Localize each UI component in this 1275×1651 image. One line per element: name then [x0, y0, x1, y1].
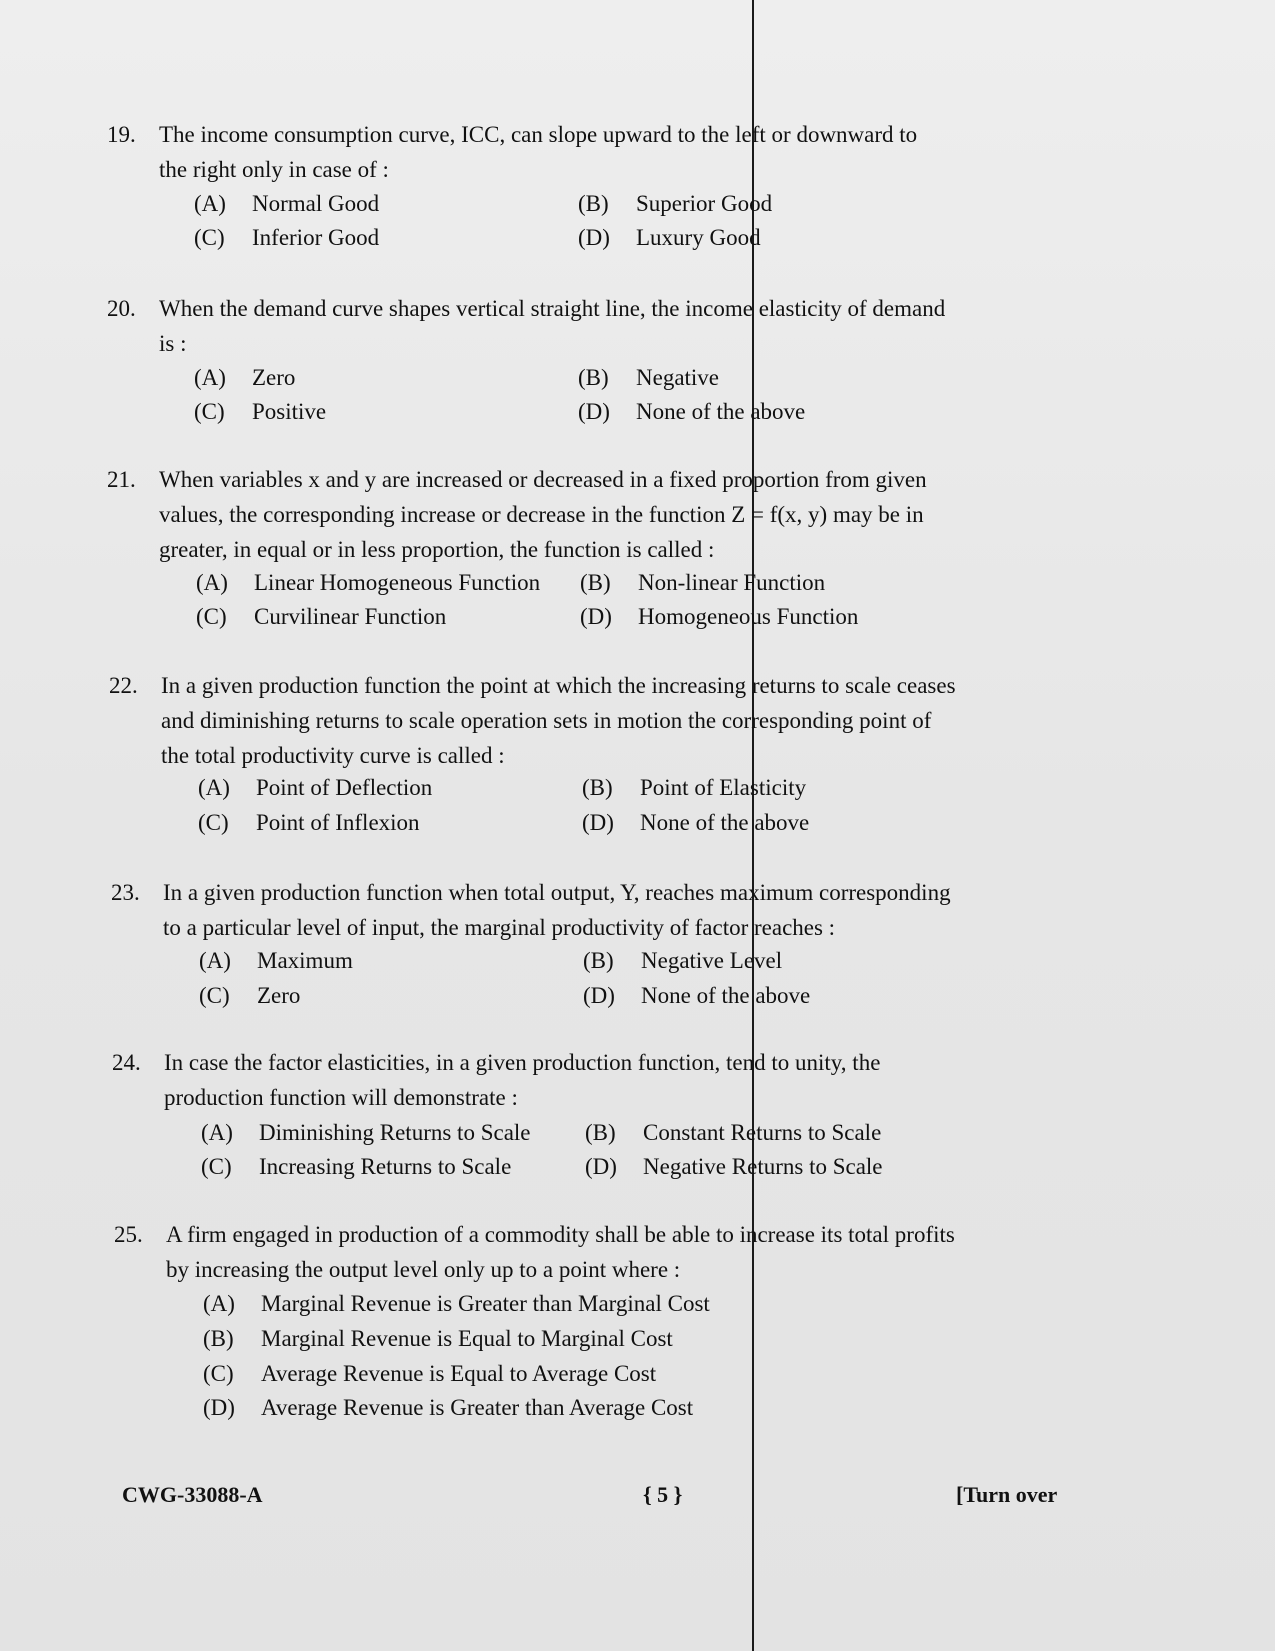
- question-text: When the demand curve shapes vertical straight line, the income elasticity of demand is :: [159, 296, 946, 356]
- option-21-a: (A) Linear Homogeneous Function: [196, 570, 541, 595]
- option-24-a: (A) Diminishing Returns to Scale: [201, 1120, 531, 1145]
- option-24-c: (C) Increasing Returns to Scale: [201, 1154, 512, 1179]
- question-number: 21.: [107, 467, 136, 492]
- option-21-b: (B) Non-linear Function: [580, 570, 826, 595]
- question-text: A firm engaged in production of a commodity shall be able to increase its total profits by increasing the output level only up to a point where :: [166, 1222, 955, 1282]
- option-22-d: (D) None of the above: [582, 810, 810, 835]
- option-25-b: (B) Marginal Revenue is Equal to Marginal Cost: [203, 1326, 673, 1351]
- question-number: 19.: [107, 122, 136, 147]
- question-text: The income consumption curve, ICC, can slope upward to the left or downward to the right only in case of :: [159, 122, 918, 182]
- question-number: 20.: [107, 296, 136, 321]
- question-text: In a given production function the point at which the increasing returns to scale ceases and diminishing returns to scale operation sets in motion the corresponding point of the total productivity curve is called :: [161, 673, 956, 768]
- page-number: { 5 }: [643, 1482, 683, 1507]
- turn-over-note: [Turn over: [956, 1482, 1058, 1507]
- option-21-c: (C) Curvilinear Function: [196, 604, 447, 629]
- option-24-d: (D) Negative Returns to Scale: [585, 1154, 883, 1179]
- option-23-a: (A) Maximum: [199, 948, 353, 973]
- question-text: When variables x and y are increased or decreased in a fixed proportion from given values, the corresponding increase or decrease in the function Z = f(x, y) may be in greater, in equal or in less proportion, the function is called :: [159, 467, 927, 562]
- option-19-c: (C) Inferior Good: [194, 225, 380, 250]
- option-25-a: (A) Marginal Revenue is Greater than Marginal Cost: [203, 1291, 710, 1316]
- option-19-b: (B) Superior Good: [578, 191, 773, 216]
- question-number: 24.: [112, 1050, 141, 1075]
- question-number: 22.: [109, 673, 138, 698]
- option-23-b: (B) Negative Level: [583, 948, 783, 973]
- option-23-c: (C) Zero: [199, 983, 301, 1008]
- question-text: In a given production function when total output, Y, reaches maximum corresponding to a particular level of input, the marginal productivity of factor reaches :: [163, 880, 951, 940]
- option-19-d: (D) Luxury Good: [578, 225, 761, 250]
- option-20-b: (B) Negative: [578, 365, 720, 390]
- option-24-b: (B) Constant Returns to Scale: [585, 1120, 882, 1145]
- option-22-b: (B) Point of Elasticity: [582, 775, 807, 800]
- option-25-d: (D) Average Revenue is Greater than Average Cost: [203, 1395, 694, 1420]
- option-22-a: (A) Point of Deflection: [198, 775, 433, 800]
- option-20-c: (C) Positive: [194, 399, 327, 424]
- option-20-d: (D) None of the above: [578, 399, 806, 424]
- option-22-c: (C) Point of Inflexion: [198, 810, 420, 835]
- question-number: 25.: [114, 1222, 143, 1247]
- question-text: In case the factor elasticities, in a given production function, tend to unity, the production function will demonstrate :: [164, 1050, 881, 1110]
- question-number: 23.: [111, 880, 140, 905]
- option-23-d: (D) None of the above: [583, 983, 811, 1008]
- option-19-a: (A) Normal Good: [194, 191, 380, 216]
- option-20-a: (A) Zero: [194, 365, 296, 390]
- option-21-d: (D) Homogeneous Function: [580, 604, 859, 629]
- paper-code: CWG-33088-A: [122, 1482, 263, 1507]
- option-25-c: (C) Average Revenue is Equal to Average Cost: [203, 1361, 657, 1386]
